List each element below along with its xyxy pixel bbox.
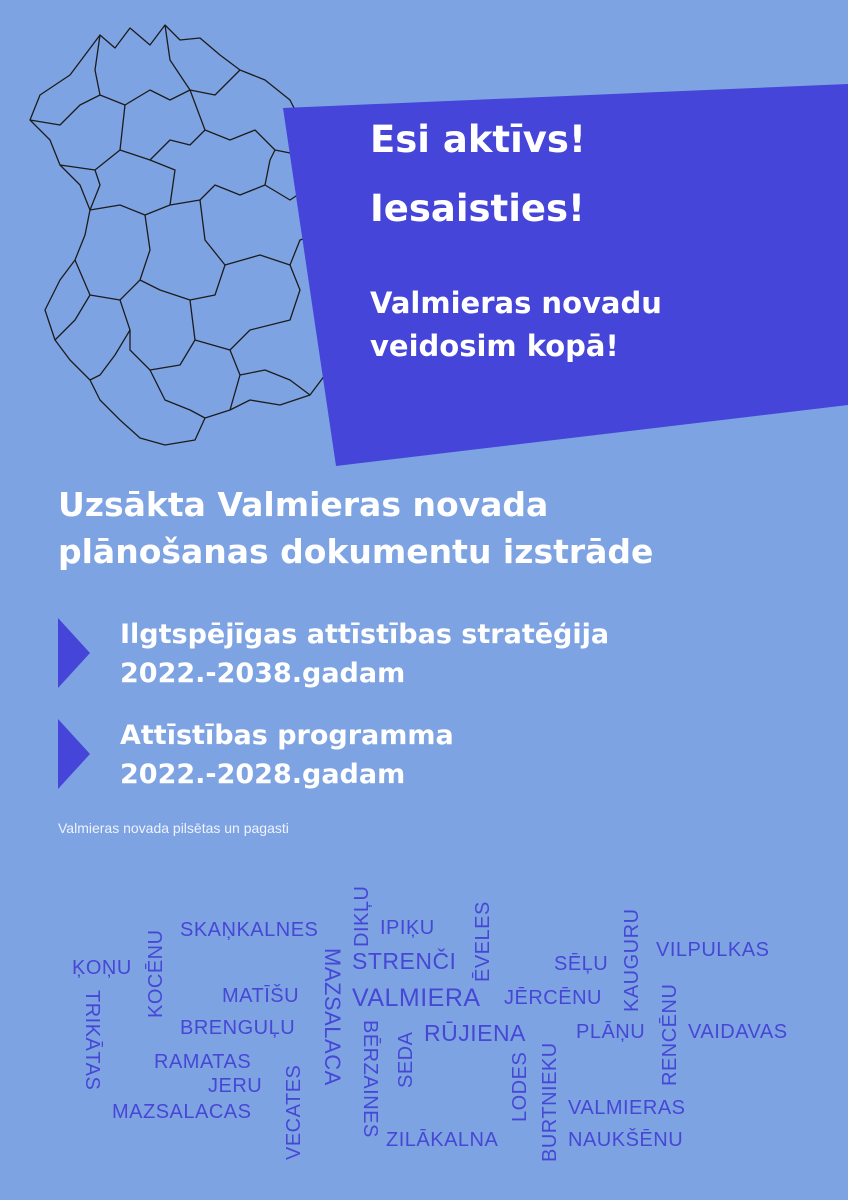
word-kauguru: KAUGURU	[621, 908, 643, 1012]
word-mazsalaca: MAZSALACA	[320, 948, 345, 1086]
word-berzaines: BĒRZAINES	[359, 1020, 381, 1138]
bullet-1-line-1: Ilgtspējīgas attīstības stratēģija	[120, 619, 610, 650]
word-diklu: DIKĻU	[351, 885, 373, 947]
word-planu: PLĀŅU	[576, 1021, 646, 1043]
word-eveles: ĒVELES	[472, 901, 494, 982]
banner-line-3: Valmieras novadu	[370, 286, 662, 320]
word-ipiku: IPIĶU	[380, 917, 435, 939]
word-nauksenu: NAUKŠĒNU	[568, 1129, 684, 1151]
word-kocenu: KOCĒNU	[145, 929, 167, 1018]
word-ramatas: RAMATAS	[154, 1051, 252, 1073]
word-seda: SEDA	[395, 1031, 417, 1088]
caption: Valmieras novada pilsētas un pagasti	[58, 820, 289, 836]
word-brengulu: BRENGUĻU	[180, 1017, 296, 1039]
word-strenci: STRENČI	[352, 948, 457, 974]
word-skankalnes: SKAŅKALNES	[180, 919, 319, 941]
word-vilpulkas: VILPULKAS	[656, 939, 770, 961]
word-konu: ĶOŅU	[72, 957, 132, 979]
word-jercenu: JĒRCĒNU	[504, 987, 602, 1009]
word-zilakalna: ZILĀKALNA	[386, 1129, 499, 1151]
word-valmieras: VALMIERAS	[568, 1097, 686, 1119]
word-renceni: RENCĒNU	[659, 983, 681, 1086]
word-matisu: MATĪŠU	[222, 985, 300, 1007]
word-rujiena: RŪJIENA	[424, 1020, 526, 1046]
banner-line-4: veidosim kopā!	[370, 329, 619, 363]
word-burtnieku: BURTNIEKU	[539, 1042, 561, 1162]
word-selu: SĒĻU	[554, 953, 609, 975]
word-valmiera: VALMIERA	[352, 984, 481, 1012]
word-jeru: JERU	[208, 1075, 263, 1097]
word-mazsalacas: MAZSALACAS	[112, 1101, 252, 1123]
word-vaidavas: VAIDAVAS	[688, 1021, 788, 1043]
bullet-2-line-2: 2022.-2028.gadam	[120, 759, 406, 790]
heading-line-1: Uzsākta Valmieras novada	[58, 485, 549, 524]
bullet-2-line-1: Attīstības programma	[120, 720, 454, 751]
word-trikatas: TRIKĀTAS	[81, 990, 103, 1091]
word-vecates: VECATES	[283, 1064, 305, 1160]
bullet-1-line-2: 2022.-2038.gadam	[120, 658, 406, 689]
banner-line-2: Iesaisties!	[370, 187, 585, 230]
word-lodes: LODES	[509, 1051, 531, 1122]
banner-line-1: Esi aktīvs!	[370, 118, 586, 161]
heading-line-2: plānošanas dokumentu izstrāde	[58, 532, 654, 571]
